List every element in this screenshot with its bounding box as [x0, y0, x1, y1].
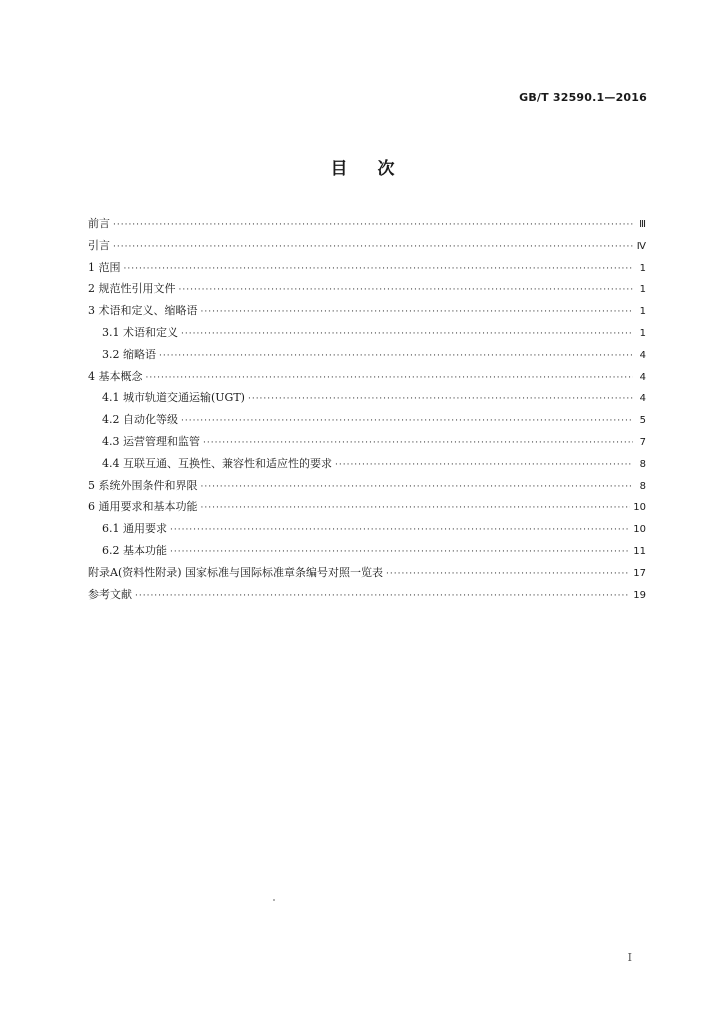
standard-code: GB/T 32590.1—2016 [519, 91, 647, 104]
toc-entry[interactable] [88, 213, 646, 235]
toc-entry-page: Ⅲ [639, 219, 646, 230]
toc-leader-dots [181, 324, 633, 346]
toc-leader-dots [335, 455, 633, 477]
table-of-contents [88, 213, 646, 605]
toc-entry[interactable] [88, 496, 646, 518]
toc-entry[interactable] [88, 387, 646, 409]
toc-leader-dots [179, 280, 634, 302]
toc-entry[interactable] [88, 518, 646, 540]
toc-leader-dots [181, 411, 633, 433]
toc-leader-dots [201, 302, 634, 324]
toc-entry-title: 6 通用要求和基本功能 [88, 500, 198, 514]
toc-entry-page: 4 [639, 371, 646, 383]
toc-entry-page: 10 [633, 502, 646, 514]
toc-leader-dots [146, 368, 634, 390]
toc-entry-page: 5 [639, 415, 646, 427]
page-title: 目次 [330, 159, 425, 179]
toc-entry[interactable] [88, 562, 646, 584]
toc-leader-dots [203, 433, 633, 455]
toc-entry-title: 附录A(资料性附录) 国家标准与国际标准章条编号对照一览表 [88, 565, 384, 579]
toc-entry-title: 1 范围 [88, 260, 121, 274]
toc-entry-title: 2 规范性引用文件 [88, 282, 176, 296]
toc-entry[interactable] [88, 453, 646, 475]
toc-leader-dots [201, 498, 631, 520]
toc-entry[interactable] [88, 300, 646, 322]
toc-entry-page: 7 [639, 436, 646, 448]
toc-entry-page: 10 [633, 524, 646, 536]
toc-entry-page: 1 [639, 327, 646, 339]
toc-entry[interactable] [88, 366, 646, 388]
toc-entry-page: 1 [639, 262, 646, 274]
toc-leader-dots [113, 237, 633, 259]
toc-entry-page: 1 [639, 284, 646, 296]
page-number: I [627, 951, 632, 964]
toc-entry-title: 6.2 基本功能 [102, 543, 167, 557]
toc-entry[interactable] [88, 431, 646, 453]
toc-leader-dots [135, 586, 630, 608]
toc-leader-dots [159, 346, 633, 368]
toc-entry-page: 8 [639, 480, 646, 492]
toc-entry-title: 4 基本概念 [88, 369, 143, 383]
toc-entry-title: 4.3 运营管理和监管 [102, 434, 200, 448]
toc-entry-page: 19 [633, 589, 646, 601]
toc-entry-title: 4.1 城市轨道交通运输(UGT) [102, 391, 245, 405]
toc-entry-title: 3 术语和定义、缩略语 [88, 304, 198, 318]
toc-entry-page: 4 [639, 393, 646, 405]
toc-entry[interactable] [88, 409, 646, 431]
toc-leader-dots [170, 520, 630, 542]
toc-entry-title: 3.1 术语和定义 [102, 325, 178, 339]
toc-entry[interactable] [88, 322, 646, 344]
toc-entry-page: Ⅳ [636, 240, 646, 252]
toc-entry-title: 4.4 互联互通、互换性、兼容性和适应性的要求 [102, 456, 332, 470]
toc-entry-title: 前言 [88, 217, 110, 230]
toc-entry-title: 4.2 自动化等级 [102, 413, 178, 427]
scan-speck [273, 899, 275, 901]
toc-entry[interactable] [88, 257, 646, 279]
toc-entry-title: 引言 [88, 238, 110, 252]
toc-leader-dots [170, 542, 630, 564]
toc-entry[interactable] [88, 540, 646, 562]
toc-leader-dots [124, 259, 634, 281]
toc-entry[interactable] [88, 475, 646, 497]
toc-entry-page: 1 [639, 306, 646, 318]
toc-leader-dots [248, 389, 633, 411]
toc-leader-dots [201, 477, 634, 499]
toc-entry-page: 4 [639, 349, 646, 361]
toc-entry-title: 6.1 通用要求 [102, 522, 167, 536]
toc-entry-page: 11 [633, 545, 646, 557]
toc-leader-dots [386, 564, 630, 586]
toc-entry-title: 3.2 缩略语 [102, 347, 156, 361]
toc-entry[interactable] [88, 278, 646, 300]
toc-entry-page: 8 [639, 458, 646, 470]
toc-entry-title: 参考文献 [88, 587, 132, 601]
toc-entry-page: 17 [633, 567, 646, 579]
toc-entry-title: 5 系统外围条件和界限 [88, 478, 198, 492]
toc-entry[interactable] [88, 235, 646, 257]
toc-entry[interactable] [88, 344, 646, 366]
toc-entry[interactable] [88, 584, 646, 606]
toc-leader-dots [113, 215, 633, 237]
